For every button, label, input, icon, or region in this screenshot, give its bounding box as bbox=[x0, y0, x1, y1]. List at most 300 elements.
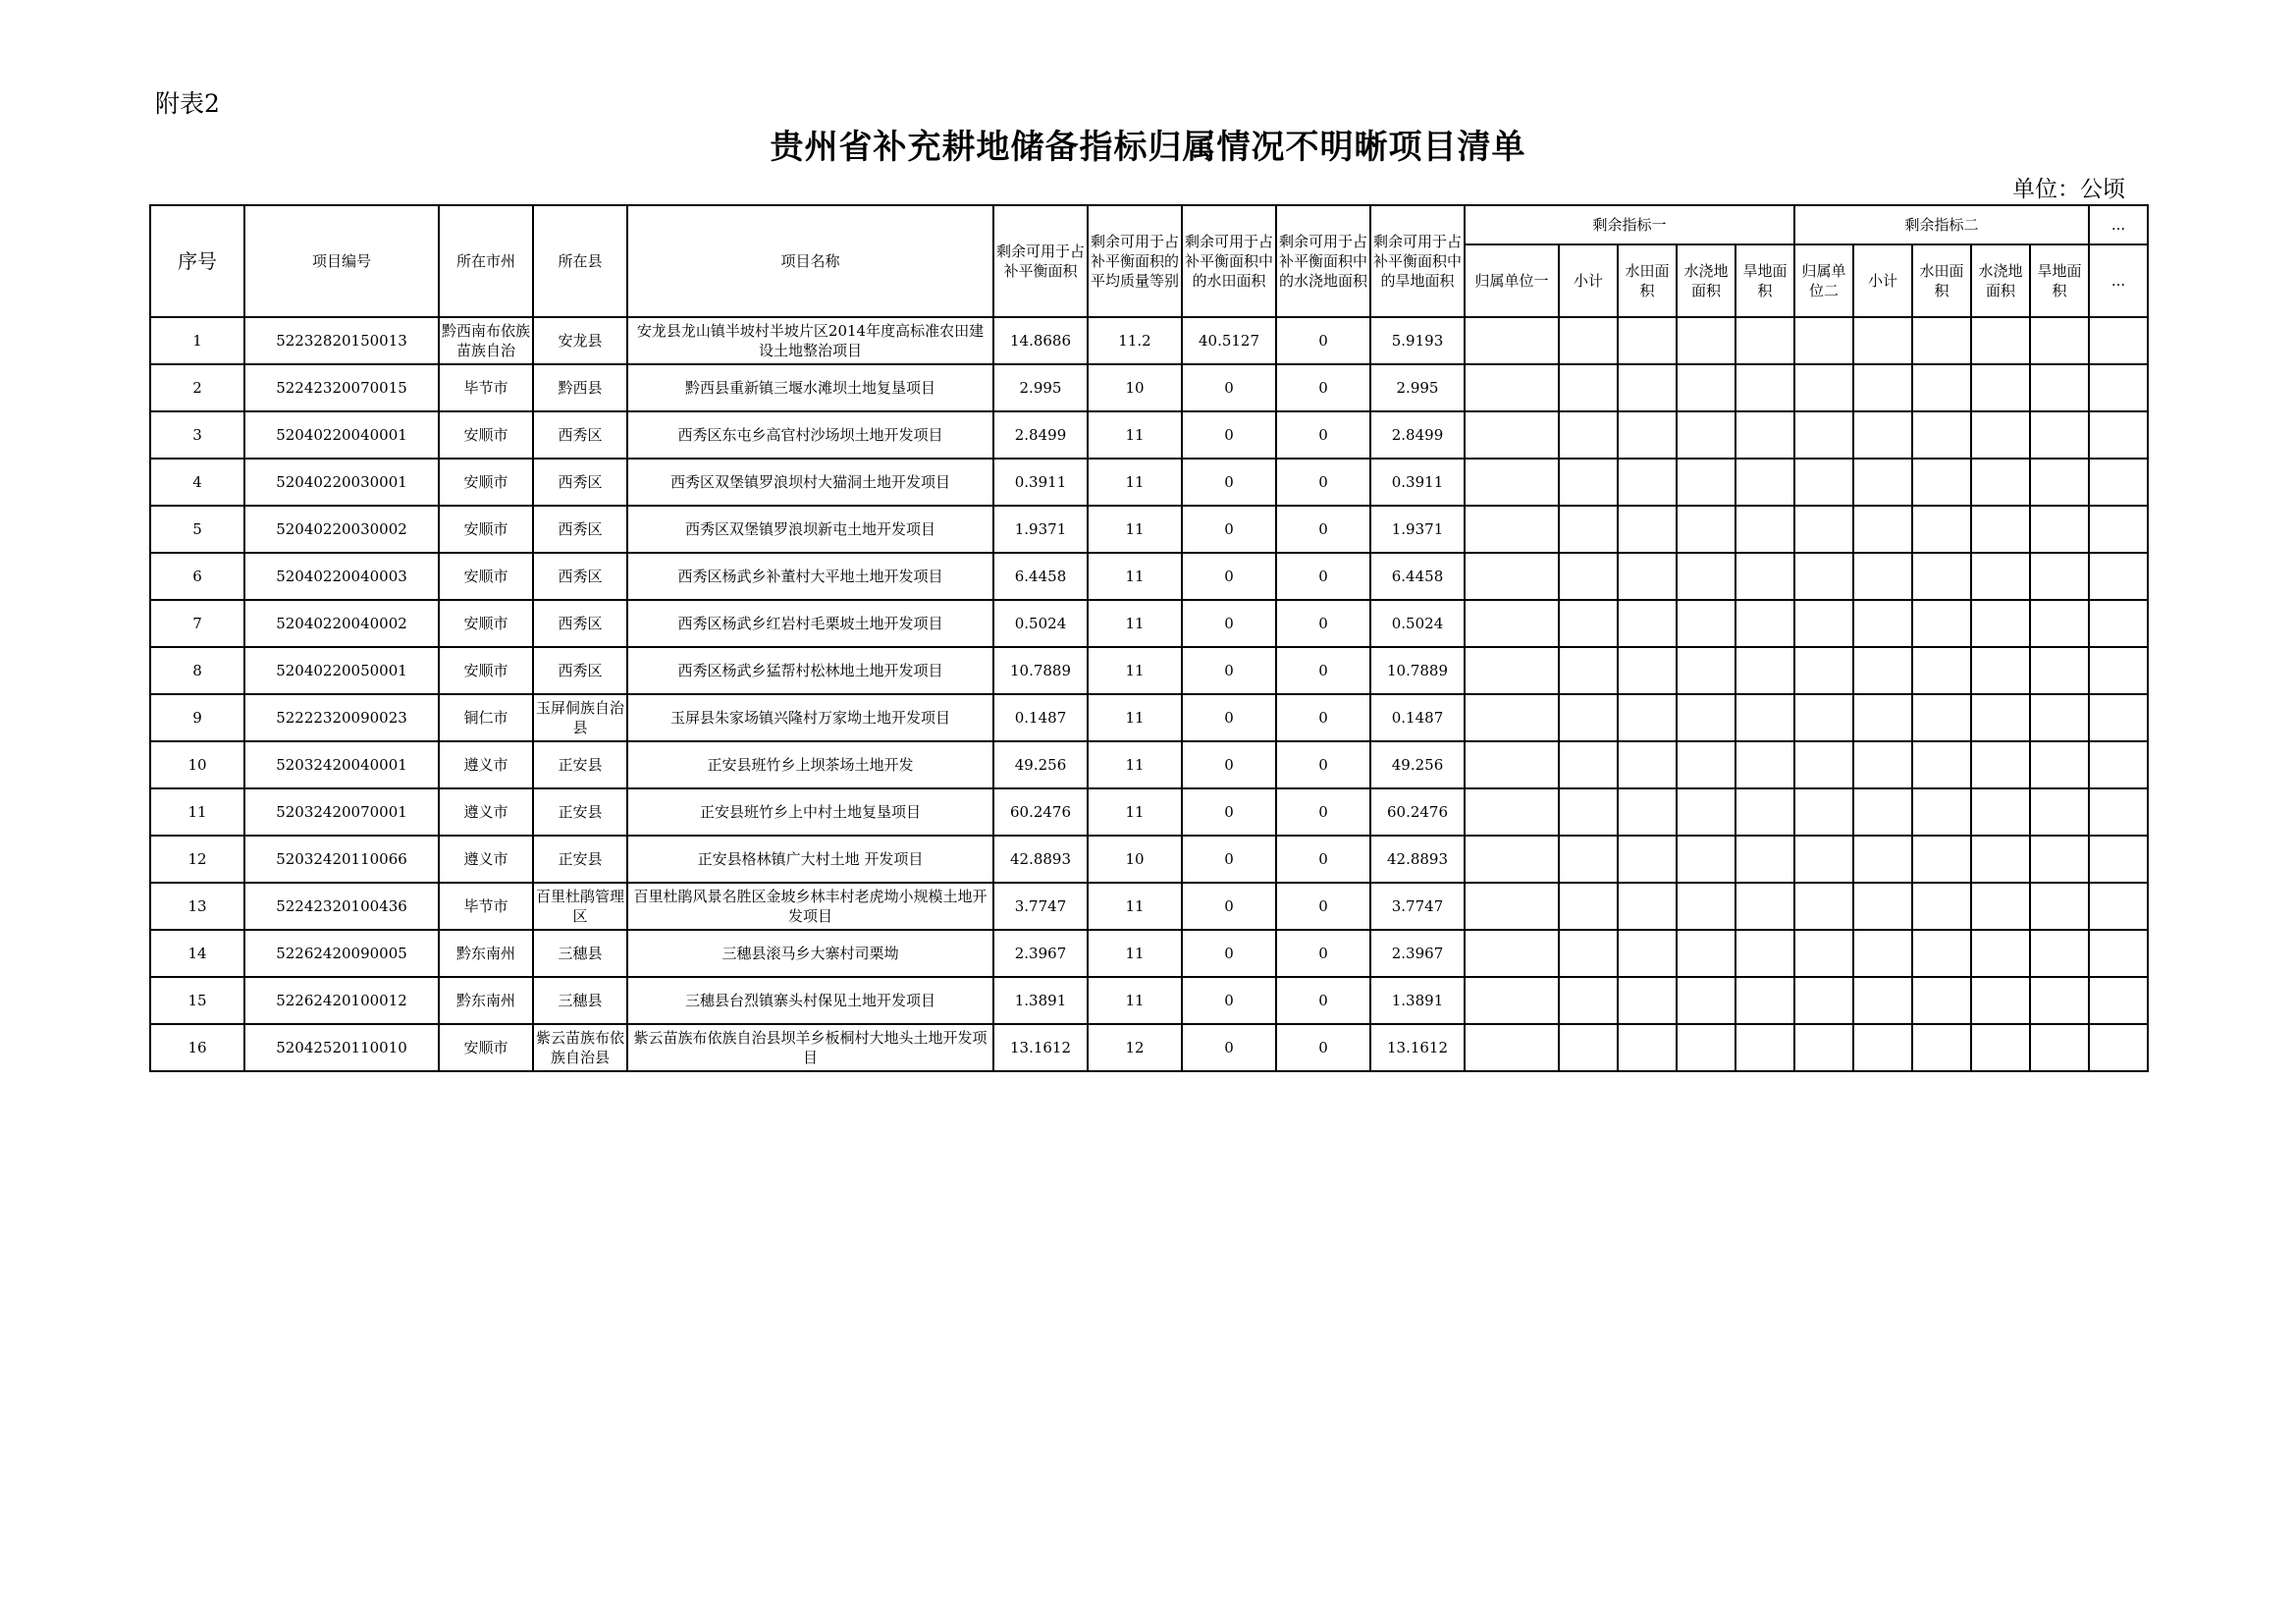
cell-county: 西秀区 bbox=[533, 411, 627, 459]
cell-county: 百里杜鹃管理区 bbox=[533, 883, 627, 930]
empty-cell bbox=[2089, 553, 2148, 600]
cell-city: 黔东南州 bbox=[439, 930, 533, 977]
cell-city: 毕节市 bbox=[439, 364, 533, 411]
header-g2-dry: 旱地面积 bbox=[2030, 244, 2089, 317]
cell-city: 安顺市 bbox=[439, 647, 533, 694]
cell-dry-area: 3.7747 bbox=[1370, 883, 1465, 930]
empty-cell bbox=[1677, 977, 1735, 1024]
empty-cell bbox=[1465, 883, 1559, 930]
cell-code: 52262420100012 bbox=[244, 977, 439, 1024]
cell-city: 安顺市 bbox=[439, 411, 533, 459]
empty-cell bbox=[2089, 600, 2148, 647]
empty-cell bbox=[1794, 459, 1853, 506]
empty-cell bbox=[1912, 506, 1971, 553]
cell-dry-area: 2.995 bbox=[1370, 364, 1465, 411]
empty-cell bbox=[1912, 1024, 1971, 1071]
empty-cell bbox=[1677, 836, 1735, 883]
cell-seq: 13 bbox=[150, 883, 244, 930]
empty-cell bbox=[1677, 600, 1735, 647]
empty-cell bbox=[1559, 459, 1618, 506]
cell-county: 西秀区 bbox=[533, 506, 627, 553]
cell-irrigated-area: 0 bbox=[1276, 836, 1370, 883]
cell-county: 正安县 bbox=[533, 788, 627, 836]
cell-irrigated-area: 0 bbox=[1276, 506, 1370, 553]
cell-avg-grade: 11 bbox=[1088, 647, 1182, 694]
cell-remaining-area: 14.8686 bbox=[993, 317, 1088, 364]
cell-code: 52032420040001 bbox=[244, 741, 439, 788]
empty-cell bbox=[1912, 930, 1971, 977]
empty-cell bbox=[1912, 317, 1971, 364]
empty-cell bbox=[1618, 788, 1677, 836]
cell-avg-grade: 10 bbox=[1088, 364, 1182, 411]
empty-cell bbox=[1618, 317, 1677, 364]
empty-cell bbox=[1559, 411, 1618, 459]
cell-county: 西秀区 bbox=[533, 553, 627, 600]
cell-dry-area: 0.5024 bbox=[1370, 600, 1465, 647]
cell-project-name: 百里杜鹃风景名胜区金坡乡林丰村老虎坳小规模土地开发项目 bbox=[627, 883, 993, 930]
empty-cell bbox=[1465, 553, 1559, 600]
cell-code: 52040220030002 bbox=[244, 506, 439, 553]
cell-city: 安顺市 bbox=[439, 1024, 533, 1071]
empty-cell bbox=[1853, 788, 1912, 836]
empty-cell bbox=[1735, 694, 1794, 741]
cell-irrigated-area: 0 bbox=[1276, 317, 1370, 364]
header-county: 所在县 bbox=[533, 205, 627, 317]
cell-dry-area: 0.1487 bbox=[1370, 694, 1465, 741]
empty-cell bbox=[1618, 411, 1677, 459]
empty-cell bbox=[2089, 1024, 2148, 1071]
empty-cell bbox=[1465, 647, 1559, 694]
cell-paddy-area: 0 bbox=[1182, 930, 1276, 977]
empty-cell bbox=[1465, 364, 1559, 411]
empty-cell bbox=[1559, 788, 1618, 836]
cell-paddy-area: 0 bbox=[1182, 977, 1276, 1024]
cell-avg-grade: 11 bbox=[1088, 741, 1182, 788]
empty-cell bbox=[2089, 364, 2148, 411]
empty-cell bbox=[1677, 317, 1735, 364]
cell-dry-area: 0.3911 bbox=[1370, 459, 1465, 506]
cell-seq: 8 bbox=[150, 647, 244, 694]
empty-cell bbox=[1735, 553, 1794, 600]
empty-cell bbox=[2030, 883, 2089, 930]
cell-avg-grade: 11 bbox=[1088, 553, 1182, 600]
cell-city: 安顺市 bbox=[439, 506, 533, 553]
empty-cell bbox=[1971, 741, 2030, 788]
empty-cell bbox=[1559, 600, 1618, 647]
empty-cell bbox=[1853, 317, 1912, 364]
empty-cell bbox=[1677, 930, 1735, 977]
empty-cell bbox=[1971, 883, 2030, 930]
cell-remaining-area: 6.4458 bbox=[993, 553, 1088, 600]
cell-remaining-area: 2.8499 bbox=[993, 411, 1088, 459]
cell-seq: 2 bbox=[150, 364, 244, 411]
table-row bbox=[150, 836, 2148, 883]
empty-cell bbox=[1735, 459, 1794, 506]
cell-avg-grade: 10 bbox=[1088, 836, 1182, 883]
table-row bbox=[150, 788, 2148, 836]
empty-cell bbox=[1618, 459, 1677, 506]
empty-cell bbox=[1618, 1024, 1677, 1071]
empty-cell bbox=[1912, 836, 1971, 883]
empty-cell bbox=[1971, 317, 2030, 364]
cell-remaining-area: 2.3967 bbox=[993, 930, 1088, 977]
empty-cell bbox=[1853, 741, 1912, 788]
table-row bbox=[150, 883, 2148, 930]
empty-cell bbox=[1912, 883, 1971, 930]
table-row bbox=[150, 694, 2148, 741]
empty-cell bbox=[1794, 553, 1853, 600]
empty-cell bbox=[2030, 788, 2089, 836]
cell-irrigated-area: 0 bbox=[1276, 364, 1370, 411]
empty-cell bbox=[1559, 741, 1618, 788]
cell-avg-grade: 11 bbox=[1088, 694, 1182, 741]
header-g1-owner: 归属单位一 bbox=[1465, 244, 1559, 317]
cell-city: 铜仁市 bbox=[439, 694, 533, 741]
cell-seq: 5 bbox=[150, 506, 244, 553]
empty-cell bbox=[2030, 741, 2089, 788]
cell-remaining-area: 2.995 bbox=[993, 364, 1088, 411]
cell-city: 遵义市 bbox=[439, 788, 533, 836]
cell-remaining-area: 0.3911 bbox=[993, 459, 1088, 506]
empty-cell bbox=[1971, 647, 2030, 694]
cell-irrigated-area: 0 bbox=[1276, 647, 1370, 694]
empty-cell bbox=[1794, 1024, 1853, 1071]
empty-cell bbox=[1912, 600, 1971, 647]
empty-cell bbox=[1794, 364, 1853, 411]
empty-cell bbox=[1853, 506, 1912, 553]
empty-cell bbox=[1618, 506, 1677, 553]
empty-cell bbox=[1618, 600, 1677, 647]
empty-cell bbox=[1465, 1024, 1559, 1071]
empty-cell bbox=[1618, 553, 1677, 600]
empty-cell bbox=[1618, 977, 1677, 1024]
cell-project-name: 西秀区杨武乡红岩村毛栗坡土地开发项目 bbox=[627, 600, 993, 647]
cell-irrigated-area: 0 bbox=[1276, 600, 1370, 647]
empty-cell bbox=[1912, 694, 1971, 741]
header-g1-dry: 旱地面积 bbox=[1735, 244, 1794, 317]
table-row bbox=[150, 364, 2148, 411]
cell-paddy-area: 0 bbox=[1182, 694, 1276, 741]
cell-seq: 1 bbox=[150, 317, 244, 364]
cell-county: 安龙县 bbox=[533, 317, 627, 364]
empty-cell bbox=[2030, 647, 2089, 694]
empty-cell bbox=[1618, 883, 1677, 930]
empty-cell bbox=[1735, 930, 1794, 977]
empty-cell bbox=[2030, 317, 2089, 364]
empty-cell bbox=[2089, 977, 2148, 1024]
cell-county: 玉屏侗族自治县 bbox=[533, 694, 627, 741]
cell-remaining-area: 1.9371 bbox=[993, 506, 1088, 553]
cell-county: 西秀区 bbox=[533, 459, 627, 506]
cell-seq: 15 bbox=[150, 977, 244, 1024]
empty-cell bbox=[1971, 977, 2030, 1024]
empty-cell bbox=[1794, 788, 1853, 836]
header-g1-subtotal: 小计 bbox=[1559, 244, 1618, 317]
empty-cell bbox=[1618, 364, 1677, 411]
empty-cell bbox=[2030, 977, 2089, 1024]
empty-cell bbox=[2089, 788, 2148, 836]
empty-cell bbox=[1735, 600, 1794, 647]
empty-cell bbox=[1971, 836, 2030, 883]
cell-dry-area: 6.4458 bbox=[1370, 553, 1465, 600]
header-irrigated-area: 剩余可用于占补平衡面积中的水浇地面积 bbox=[1276, 205, 1370, 317]
empty-cell bbox=[1735, 647, 1794, 694]
cell-irrigated-area: 0 bbox=[1276, 788, 1370, 836]
empty-cell bbox=[1735, 977, 1794, 1024]
empty-cell bbox=[2030, 459, 2089, 506]
cell-irrigated-area: 0 bbox=[1276, 883, 1370, 930]
empty-cell bbox=[2089, 741, 2148, 788]
cell-paddy-area: 0 bbox=[1182, 600, 1276, 647]
cell-project-name: 正安县格林镇广大村土地 开发项目 bbox=[627, 836, 993, 883]
annex-label: 附表2 bbox=[155, 89, 220, 118]
cell-dry-area: 10.7889 bbox=[1370, 647, 1465, 694]
header-g2-paddy: 水田面积 bbox=[1912, 244, 1971, 317]
cell-avg-grade: 12 bbox=[1088, 1024, 1182, 1071]
cell-code: 52032420070001 bbox=[244, 788, 439, 836]
table-row bbox=[150, 506, 2148, 553]
empty-cell bbox=[1794, 836, 1853, 883]
cell-project-name: 正安县班竹乡上坝茶场土地开发 bbox=[627, 741, 993, 788]
empty-cell bbox=[1559, 506, 1618, 553]
empty-cell bbox=[2030, 836, 2089, 883]
empty-cell bbox=[1677, 459, 1735, 506]
cell-county: 黔西县 bbox=[533, 364, 627, 411]
table-body bbox=[150, 317, 2148, 1071]
empty-cell bbox=[1735, 411, 1794, 459]
cell-project-name: 西秀区杨武乡补董村大平地土地开发项目 bbox=[627, 553, 993, 600]
empty-cell bbox=[1735, 317, 1794, 364]
empty-cell bbox=[1735, 836, 1794, 883]
header-more: ... bbox=[2089, 205, 2148, 244]
cell-paddy-area: 0 bbox=[1182, 647, 1276, 694]
empty-cell bbox=[1618, 930, 1677, 977]
empty-cell bbox=[1853, 411, 1912, 459]
table-row bbox=[150, 741, 2148, 788]
empty-cell bbox=[1618, 647, 1677, 694]
empty-cell bbox=[2089, 506, 2148, 553]
empty-cell bbox=[1465, 788, 1559, 836]
cell-code: 52042520110010 bbox=[244, 1024, 439, 1071]
cell-project-name: 西秀区双堡镇罗浪坝村大猫洞土地开发项目 bbox=[627, 459, 993, 506]
empty-cell bbox=[1677, 506, 1735, 553]
empty-cell bbox=[2089, 317, 2148, 364]
cell-code: 52262420090005 bbox=[244, 930, 439, 977]
empty-cell bbox=[1912, 411, 1971, 459]
empty-cell bbox=[1677, 694, 1735, 741]
table-row bbox=[150, 459, 2148, 506]
empty-cell bbox=[1559, 647, 1618, 694]
empty-cell bbox=[1465, 411, 1559, 459]
cell-irrigated-area: 0 bbox=[1276, 977, 1370, 1024]
cell-project-name: 西秀区双堡镇罗浪坝新屯土地开发项目 bbox=[627, 506, 993, 553]
cell-city: 遵义市 bbox=[439, 836, 533, 883]
empty-cell bbox=[1971, 411, 2030, 459]
empty-cell bbox=[1794, 741, 1853, 788]
empty-cell bbox=[1794, 317, 1853, 364]
cell-dry-area: 60.2476 bbox=[1370, 788, 1465, 836]
cell-dry-area: 2.8499 bbox=[1370, 411, 1465, 459]
cell-dry-area: 1.9371 bbox=[1370, 506, 1465, 553]
cell-code: 52040220030001 bbox=[244, 459, 439, 506]
empty-cell bbox=[1971, 364, 2030, 411]
cell-seq: 12 bbox=[150, 836, 244, 883]
header-seq: 序号 bbox=[150, 205, 244, 317]
cell-paddy-area: 0 bbox=[1182, 788, 1276, 836]
empty-cell bbox=[1559, 553, 1618, 600]
header-paddy-area: 剩余可用于占补平衡面积中的水田面积 bbox=[1182, 205, 1276, 317]
header-group-1: 剩余指标一 bbox=[1465, 205, 1794, 244]
empty-cell bbox=[1853, 364, 1912, 411]
empty-cell bbox=[1465, 600, 1559, 647]
empty-cell bbox=[1794, 506, 1853, 553]
cell-irrigated-area: 0 bbox=[1276, 411, 1370, 459]
cell-dry-area: 2.3967 bbox=[1370, 930, 1465, 977]
table-row bbox=[150, 647, 2148, 694]
cell-remaining-area: 0.1487 bbox=[993, 694, 1088, 741]
empty-cell bbox=[1559, 364, 1618, 411]
cell-remaining-area: 10.7889 bbox=[993, 647, 1088, 694]
cell-code: 52040220040003 bbox=[244, 553, 439, 600]
cell-seq: 3 bbox=[150, 411, 244, 459]
header-avg-grade: 剩余可用于占补平衡面积的平均质量等别 bbox=[1088, 205, 1182, 317]
cell-avg-grade: 11 bbox=[1088, 459, 1182, 506]
cell-seq: 11 bbox=[150, 788, 244, 836]
cell-irrigated-area: 0 bbox=[1276, 553, 1370, 600]
empty-cell bbox=[2089, 930, 2148, 977]
empty-cell bbox=[2030, 411, 2089, 459]
cell-avg-grade: 11.2 bbox=[1088, 317, 1182, 364]
empty-cell bbox=[1853, 1024, 1912, 1071]
cell-seq: 9 bbox=[150, 694, 244, 741]
empty-cell bbox=[1971, 1024, 2030, 1071]
cell-seq: 16 bbox=[150, 1024, 244, 1071]
empty-cell bbox=[1677, 1024, 1735, 1071]
empty-cell bbox=[1465, 506, 1559, 553]
empty-cell bbox=[1912, 741, 1971, 788]
cell-avg-grade: 11 bbox=[1088, 600, 1182, 647]
empty-cell bbox=[1735, 364, 1794, 411]
table-row bbox=[150, 411, 2148, 459]
empty-cell bbox=[1559, 883, 1618, 930]
empty-cell bbox=[1794, 930, 1853, 977]
empty-cell bbox=[1794, 411, 1853, 459]
empty-cell bbox=[1677, 883, 1735, 930]
cell-code: 52040220040001 bbox=[244, 411, 439, 459]
cell-city: 安顺市 bbox=[439, 600, 533, 647]
cell-code: 52040220040002 bbox=[244, 600, 439, 647]
cell-project-name: 紫云苗族布依族自治县坝羊乡板桐村大地头土地开发项目 bbox=[627, 1024, 993, 1071]
empty-cell bbox=[2089, 647, 2148, 694]
header-project-name: 项目名称 bbox=[627, 205, 993, 317]
empty-cell bbox=[1912, 788, 1971, 836]
empty-cell bbox=[2089, 883, 2148, 930]
cell-avg-grade: 11 bbox=[1088, 411, 1182, 459]
header-g2-subtotal: 小计 bbox=[1853, 244, 1912, 317]
empty-cell bbox=[2030, 1024, 2089, 1071]
cell-paddy-area: 0 bbox=[1182, 836, 1276, 883]
cell-seq: 7 bbox=[150, 600, 244, 647]
empty-cell bbox=[1465, 977, 1559, 1024]
unit-label: 单位：公顷 bbox=[2012, 177, 2125, 202]
cell-project-name: 三穗县台烈镇寨头村保见土地开发项目 bbox=[627, 977, 993, 1024]
cell-project-name: 正安县班竹乡上中村土地复垦项目 bbox=[627, 788, 993, 836]
empty-cell bbox=[1677, 741, 1735, 788]
cell-dry-area: 5.9193 bbox=[1370, 317, 1465, 364]
empty-cell bbox=[1794, 977, 1853, 1024]
empty-cell bbox=[2030, 600, 2089, 647]
cell-dry-area: 49.256 bbox=[1370, 741, 1465, 788]
empty-cell bbox=[1618, 741, 1677, 788]
empty-cell bbox=[1794, 694, 1853, 741]
header-g2-irrigated: 水浇地面积 bbox=[1971, 244, 2030, 317]
cell-city: 安顺市 bbox=[439, 553, 533, 600]
cell-dry-area: 42.8893 bbox=[1370, 836, 1465, 883]
empty-cell bbox=[1465, 694, 1559, 741]
project-table bbox=[149, 204, 2149, 1072]
empty-cell bbox=[1971, 788, 2030, 836]
cell-code: 52222320090023 bbox=[244, 694, 439, 741]
table-row bbox=[150, 1024, 2148, 1071]
empty-cell bbox=[1853, 647, 1912, 694]
cell-code: 52242320070015 bbox=[244, 364, 439, 411]
empty-cell bbox=[1971, 694, 2030, 741]
cell-county: 三穗县 bbox=[533, 977, 627, 1024]
empty-cell bbox=[1853, 930, 1912, 977]
cell-paddy-area: 0 bbox=[1182, 1024, 1276, 1071]
table-row bbox=[150, 553, 2148, 600]
cell-city: 毕节市 bbox=[439, 883, 533, 930]
cell-avg-grade: 11 bbox=[1088, 930, 1182, 977]
empty-cell bbox=[1912, 459, 1971, 506]
empty-cell bbox=[1677, 788, 1735, 836]
cell-seq: 10 bbox=[150, 741, 244, 788]
cell-code: 52242320100436 bbox=[244, 883, 439, 930]
cell-avg-grade: 11 bbox=[1088, 506, 1182, 553]
cell-county: 正安县 bbox=[533, 741, 627, 788]
cell-irrigated-area: 0 bbox=[1276, 459, 1370, 506]
empty-cell bbox=[1465, 836, 1559, 883]
cell-avg-grade: 11 bbox=[1088, 788, 1182, 836]
cell-irrigated-area: 0 bbox=[1276, 741, 1370, 788]
empty-cell bbox=[1618, 836, 1677, 883]
empty-cell bbox=[1853, 553, 1912, 600]
cell-remaining-area: 42.8893 bbox=[993, 836, 1088, 883]
empty-cell bbox=[1971, 930, 2030, 977]
cell-paddy-area: 40.5127 bbox=[1182, 317, 1276, 364]
cell-seq: 4 bbox=[150, 459, 244, 506]
cell-project-name: 西秀区杨武乡猛帮村松林地土地开发项目 bbox=[627, 647, 993, 694]
cell-project-name: 黔西县重新镇三堰水滩坝土地复垦项目 bbox=[627, 364, 993, 411]
empty-cell bbox=[1794, 600, 1853, 647]
header-g2-owner: 归属单位二 bbox=[1794, 244, 1853, 317]
empty-cell bbox=[1618, 694, 1677, 741]
empty-cell bbox=[1465, 459, 1559, 506]
cell-dry-area: 1.3891 bbox=[1370, 977, 1465, 1024]
empty-cell bbox=[1465, 741, 1559, 788]
empty-cell bbox=[1971, 553, 2030, 600]
empty-cell bbox=[1794, 883, 1853, 930]
empty-cell bbox=[1677, 553, 1735, 600]
empty-cell bbox=[1559, 977, 1618, 1024]
cell-project-name: 西秀区东屯乡高官村沙场坝土地开发项目 bbox=[627, 411, 993, 459]
empty-cell bbox=[1677, 364, 1735, 411]
cell-avg-grade: 11 bbox=[1088, 883, 1182, 930]
empty-cell bbox=[1912, 647, 1971, 694]
cell-remaining-area: 0.5024 bbox=[993, 600, 1088, 647]
cell-county: 三穗县 bbox=[533, 930, 627, 977]
empty-cell bbox=[1559, 694, 1618, 741]
